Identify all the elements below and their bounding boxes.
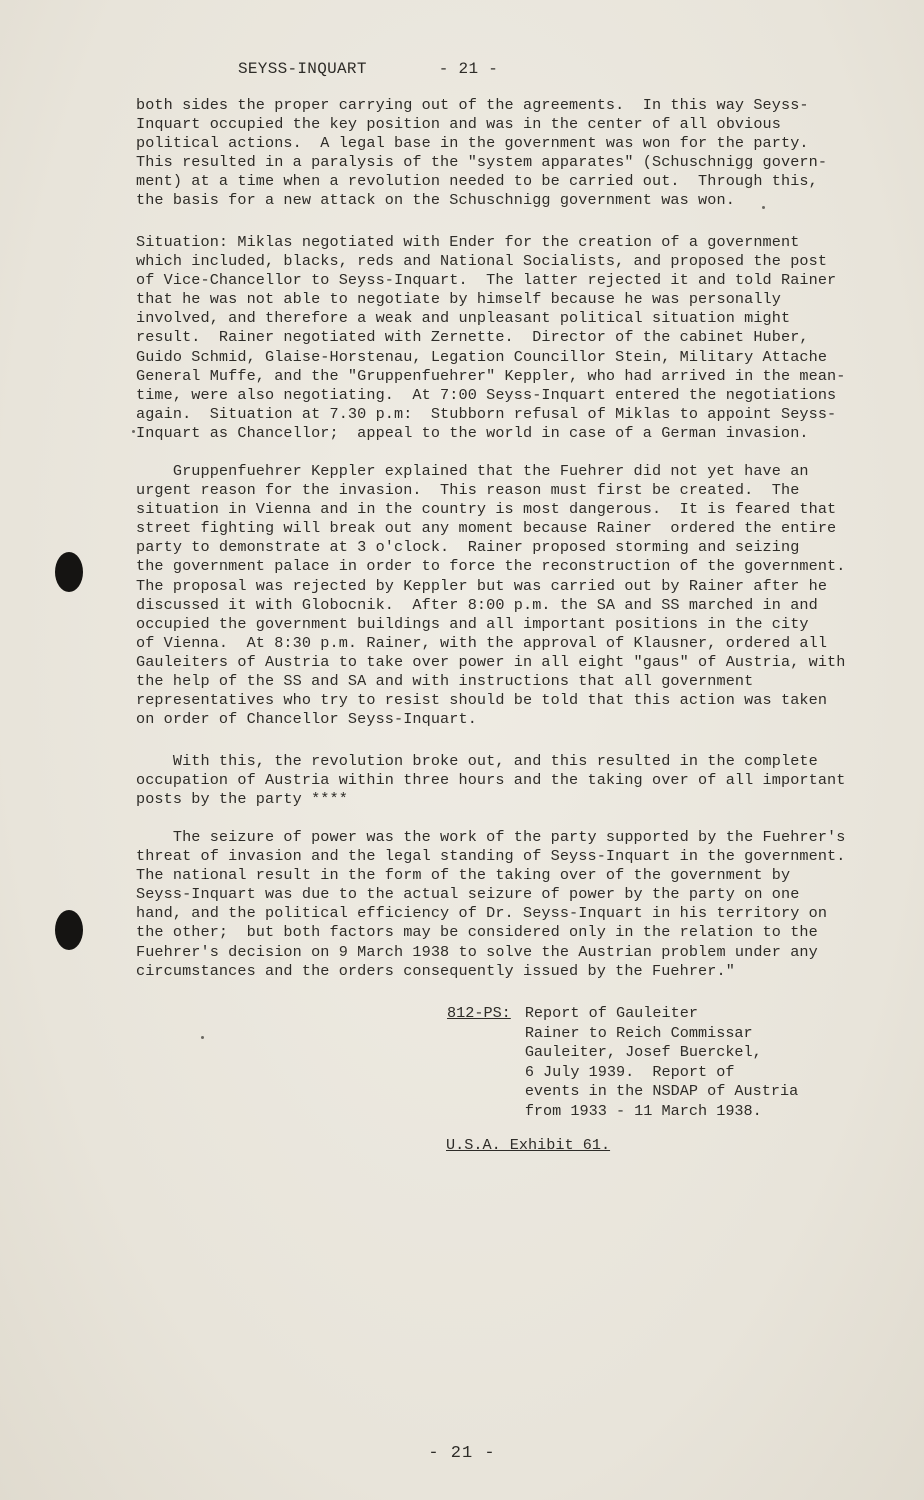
header-title: SEYSS-INQUART bbox=[238, 60, 367, 78]
paragraph-text: Gruppenfuehrer Keppler explained that the Fuehrer did not yet have an urgent reason for the invasion. This reason must first be created. The situation in Vienna and in the country is most dangerous. It is feared that street fighting will break out any moment because Rainer ordered the entire party to demonstrate at 3 o'clock. Rainer proposed storming and seizing the government palace in order to force the reconstruction of the government. The proposal was rejected by Keppler but was carried out by Rainer after he discussed it with Globocnik. After 8:00 p.m. the SA and SS marched in and occupied the government buildings and all important positions in the city of Vienna. At 8:30 p.m. Rainer, with the approval of Klausner, ordered all Gauleiters of Austria to take over power in all eight "gaus" of Austria, with the help of the SS and SA and with instructions that all government representatives who try to resist should be told that this action was taken on order of Chancellor Seyss-Inquart. bbox=[136, 462, 846, 729]
paragraph-text: With this, the revolution broke out, and this resulted in the complete occupation of Austria within three hours and the taking over of all important posts by the party **** bbox=[136, 752, 846, 809]
footer-page-number: - 21 - bbox=[428, 1444, 496, 1463]
paragraph-text: The seizure of power was the work of the party supported by the Fuehrer's threat of invasion and the legal standing of Seyss-Inquart in the government. The national result in the form of the taking over of the government by Seyss-Inquart was due to the actual seizure of power by the party on one hand, and the political efficiency of Dr. Seyss-Inquart in his territory on the other; but both factors may be considered only in the relation to the Fuehrer's decision on 9 March 1938 to solve the Austrian problem under any circumstances and the orders consequently issued by the Fuehrer." bbox=[136, 828, 846, 980]
body-paragraph bbox=[136, 752, 881, 809]
stray-mark bbox=[132, 430, 135, 433]
body-paragraph bbox=[136, 462, 881, 729]
source-citation bbox=[447, 1004, 798, 1121]
exhibit-label: U.S.A. Exhibit 61. bbox=[446, 1136, 611, 1154]
punch-hole bbox=[55, 552, 83, 592]
body-paragraph bbox=[136, 96, 881, 211]
paragraph-text: Situation: Miklas negotiated with Ender for the creation of a government which included, blacks, reds and National Socialists, and proposed the post of Vice-Chancellor to Seyss-Inquart. The latter rejected it and told Rainer that he was not able to negotiate by himself because he was personally involved, and therefore a weak and unpleasant political situation might result. Rainer negotiated with Zernette. Director of the cabinet Huber, Guido Schmid, Glaise-Horstenau, Legation Councillor Stein, Military Attache General Muffe, and the "Gruppenfuehrer" Keppler, who had arrived in the mean- time, were also negotiating. At 7:00 Seyss-Inquart entered the negotiations again. Situation at 7.30 p.m: Stubborn refusal of Miklas to appoint Seyss- Inquart as Chancellor; appeal to the world in case of a German invasion. bbox=[136, 233, 846, 442]
citation-document-id: 812-PS: bbox=[447, 1004, 511, 1022]
citation-text: Report of Gauleiter Rainer to Reich Commissar Gauleiter, Josef Buerckel, 6 July 1939. Report of events in the NSDAP of Austria from 1933 - 11 March 1938. bbox=[524, 1004, 799, 1120]
page-header bbox=[238, 60, 498, 78]
body-paragraph bbox=[136, 233, 881, 443]
body-paragraph bbox=[136, 828, 881, 981]
punch-hole bbox=[55, 910, 83, 950]
stray-mark bbox=[201, 1036, 204, 1039]
header-page-number: - 21 - bbox=[438, 60, 499, 78]
paragraph-text: both sides the proper carrying out of the agreements. In this way Seyss- Inquart occupied the key position and was in the center of all obvious political actions. A legal base in the government was won for the party. This resulted in a paralysis of the "system apparates" (Schuschnigg govern- ment) at a time when a revolution needed to be carried out. Through this, the basis for a new attack on the Schuschnigg government was won. bbox=[136, 96, 828, 210]
